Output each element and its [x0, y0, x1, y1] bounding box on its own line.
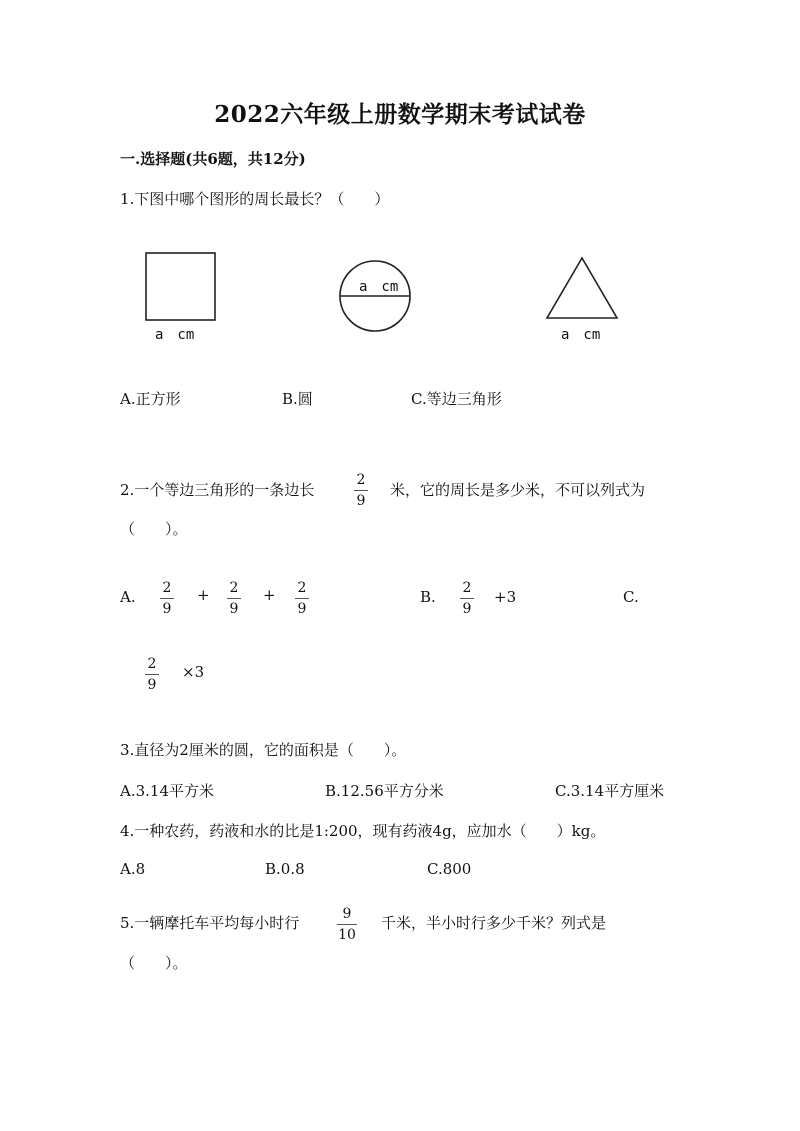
q2-option-a-label: A.	[120, 588, 136, 606]
fraction-numerator: 2	[147, 656, 157, 672]
fraction-denominator: 9	[147, 677, 157, 693]
fraction-numerator: 2	[356, 472, 366, 488]
question-2-text-start: 2.一个等边三角形的一条边长	[120, 481, 315, 499]
q3-option-a: A.3.14平方米	[120, 782, 214, 800]
q1-option-c: C.等边三角形	[411, 390, 502, 408]
fraction-bar	[145, 674, 159, 675]
plus-sign: +	[197, 586, 210, 604]
q2-option-a-fraction-2	[227, 580, 241, 617]
fraction-denominator: 9	[162, 601, 172, 617]
q4-option-b: B.0.8	[265, 860, 305, 878]
circle-diameter-label: a cm	[359, 279, 399, 295]
question-1-text: 1.下图中哪个图形的周长最长？（ ）	[120, 190, 390, 208]
q3-option-b: B.12.56平方分米	[325, 782, 444, 800]
q4-option-a: A.8	[120, 860, 146, 878]
q2-option-b-suffix: +3	[494, 588, 517, 606]
q3-option-c: C.3.14平方厘米	[555, 782, 665, 800]
question-5-text-start: 5.一辆摩托车平均每小时行	[120, 914, 300, 932]
question-3-text: 3.直径为2厘米的圆，它的面积是（ ）。	[120, 741, 407, 759]
question-5-text-line2: （ ）。	[120, 954, 188, 972]
fraction-numerator: 2	[297, 580, 307, 596]
fraction-denominator: 9	[229, 601, 239, 617]
q4-option-c: C.800	[427, 860, 472, 878]
q2-option-c-suffix: ×3	[182, 663, 205, 681]
section-heading: 一.选择题(共6题，共12分)	[120, 150, 306, 168]
fraction-bar	[354, 490, 368, 491]
fraction-bar	[337, 924, 357, 925]
page-title: 2022六年级上册数学期末考试试卷	[214, 101, 586, 128]
question-4-text: 4.一种农药，药液和水的比是1:200，现有药液4g，应加水（ ）kg。	[120, 822, 606, 840]
fraction-numerator: 2	[229, 580, 239, 596]
fraction-denominator: 9	[356, 493, 366, 509]
fraction-bar	[295, 598, 309, 599]
question-2-text-end: 米，它的周长是多少米，不可以列式为	[390, 481, 646, 499]
q1-option-b: B.圆	[282, 390, 313, 408]
triangle-side-label: a cm	[561, 327, 601, 343]
fraction-denominator: 9	[462, 601, 472, 617]
fraction-bar	[227, 598, 241, 599]
q2-side-fraction	[354, 472, 368, 509]
triangle-figure	[540, 250, 630, 330]
question-2-text-line2: （ ）。	[120, 520, 188, 538]
fraction-denominator: 10	[338, 927, 356, 943]
fraction-denominator: 9	[297, 601, 307, 617]
fraction-numerator: 2	[162, 580, 172, 596]
square-side-label: a cm	[155, 327, 195, 343]
question-5-text-end: 千米，半小时行多少千米？列式是	[381, 914, 607, 932]
q1-option-a: A.正方形	[120, 390, 181, 408]
q2-option-a-fraction-3	[295, 580, 309, 617]
fraction-numerator: 2	[462, 580, 472, 596]
q2-option-b-fraction	[460, 580, 474, 617]
fraction-bar	[460, 598, 474, 599]
plus-sign: +	[263, 586, 276, 604]
q2-option-c-label: C.	[623, 588, 639, 606]
q5-speed-fraction	[337, 906, 357, 943]
fraction-bar	[160, 598, 174, 599]
fraction-numerator: 9	[342, 906, 352, 922]
q2-option-a-fraction-1	[160, 580, 174, 617]
q2-option-c-fraction	[145, 656, 159, 693]
q2-option-b-label: B.	[420, 588, 436, 606]
